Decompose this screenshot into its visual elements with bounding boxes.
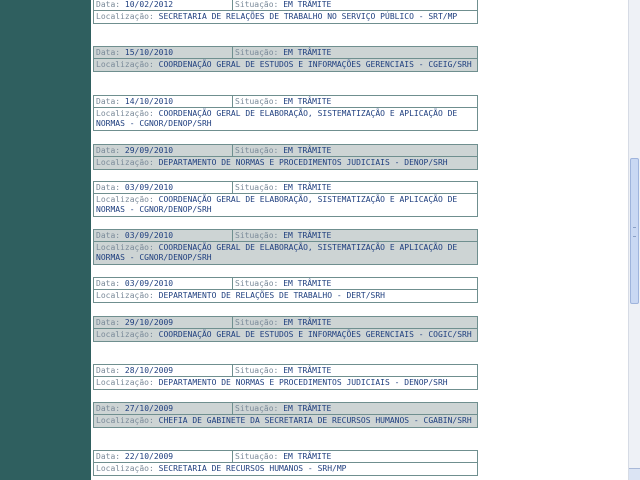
history-record (93, 0, 478, 24)
date-label: Data: (96, 146, 121, 155)
history-record (93, 181, 478, 217)
location-label: Localização: (96, 416, 154, 425)
history-record (93, 402, 478, 428)
location-value: COORDENAÇÃO GERAL DE ESTUDOS E INFORMAÇÕES GERENCIAIS - CGEIG/SRH (158, 60, 472, 69)
location-label: Localização: (96, 109, 154, 118)
history-record (93, 229, 478, 265)
date-value: 03/09/2010 (124, 231, 174, 240)
location-value: SECRETARIA DE RELAÇÕES DE TRABALHO NO SERVIÇO PÚBLICO - SRT/MP (158, 12, 458, 21)
location-value: COORDENAÇÃO GERAL DE ELABORAÇÃO, SISTEMATIZAÇÃO E APLICAÇÃO DE NORMAS - CGNOR/DENOP/SRH (96, 195, 458, 214)
date-label: Data: (96, 183, 121, 192)
situation-value: EM TRÂMITE (283, 404, 332, 413)
history-record (93, 46, 478, 72)
situation-label: Situação: (235, 366, 279, 375)
situation-value: EM TRÂMITE (283, 318, 332, 327)
date-label: Data: (96, 231, 121, 240)
date-value: 28/10/2009 (124, 366, 174, 375)
situation-value: EM TRÂMITE (283, 279, 332, 288)
date-value: 10/02/2012 (124, 0, 174, 9)
location-label: Localização: (96, 195, 154, 204)
scrollbar-thumb[interactable] (630, 158, 639, 304)
date-label: Data: (96, 0, 121, 9)
history-list (91, 0, 628, 480)
date-label: Data: (96, 404, 121, 413)
situation-label: Situação: (235, 318, 279, 327)
date-value: 03/09/2010 (124, 183, 174, 192)
location-label: Localização: (96, 60, 154, 69)
location-label: Localização: (96, 330, 154, 339)
situation-label: Situação: (235, 183, 279, 192)
scroll-down-button[interactable] (629, 468, 640, 480)
history-record (93, 95, 478, 131)
grip-icon (633, 227, 636, 237)
situation-label: Situação: (235, 404, 279, 413)
location-value: COORDENAÇÃO GERAL DE ELABORAÇÃO, SISTEMATIZAÇÃO E APLICAÇÃO DE NORMAS - CGNOR/DENOP/SRH (96, 243, 458, 262)
date-value: 29/10/2009 (124, 318, 174, 327)
date-label: Data: (96, 318, 121, 327)
vertical-scrollbar[interactable] (628, 0, 640, 480)
situation-label: Situação: (235, 279, 279, 288)
location-label: Localização: (96, 291, 154, 300)
location-label: Localização: (96, 378, 154, 387)
location-label: Localização: (96, 243, 154, 252)
situation-value: EM TRÂMITE (283, 183, 332, 192)
date-label: Data: (96, 279, 121, 288)
situation-value: EM TRÂMITE (283, 97, 332, 106)
situation-label: Situação: (235, 231, 279, 240)
date-label: Data: (96, 48, 121, 57)
date-value: 22/10/2009 (124, 452, 174, 461)
location-label: Localização: (96, 464, 154, 473)
location-value: COORDENAÇÃO GERAL DE ESTUDOS E INFORMAÇÕES GERENCIAIS - COGIC/SRH (158, 330, 472, 339)
situation-label: Situação: (235, 97, 279, 106)
history-record (93, 364, 478, 390)
situation-value: EM TRÂMITE (283, 366, 332, 375)
history-record (93, 277, 478, 303)
location-label: Localização: (96, 12, 154, 21)
situation-value: EM TRÂMITE (283, 48, 332, 57)
situation-label: Situação: (235, 146, 279, 155)
date-label: Data: (96, 97, 121, 106)
location-value: SECRETARIA DE RECURSOS HUMANOS - SRH/MP (158, 464, 347, 473)
situation-value: EM TRÂMITE (283, 231, 332, 240)
situation-label: Situação: (235, 0, 279, 9)
situation-value: EM TRÂMITE (283, 146, 332, 155)
situation-label: Situação: (235, 48, 279, 57)
date-value: 15/10/2010 (124, 48, 174, 57)
location-value: DEPARTAMENTO DE NORMAS E PROCEDIMENTOS JUDICIAIS - DENOP/SRH (158, 158, 448, 167)
history-record (93, 144, 478, 170)
location-value: DEPARTAMENTO DE NORMAS E PROCEDIMENTOS JUDICIAIS - DENOP/SRH (158, 378, 448, 387)
history-record (93, 450, 478, 476)
date-label: Data: (96, 366, 121, 375)
date-value: 27/10/2009 (124, 404, 174, 413)
situation-value: EM TRÂMITE (283, 452, 332, 461)
date-value: 03/09/2010 (124, 279, 174, 288)
history-record (93, 316, 478, 342)
location-value: DEPARTAMENTO DE RELAÇÕES DE TRABALHO - DERT/SRH (158, 291, 385, 300)
date-label: Data: (96, 452, 121, 461)
date-value: 14/10/2010 (124, 97, 174, 106)
situation-value: EM TRÂMITE (283, 0, 332, 9)
location-label: Localização: (96, 158, 154, 167)
location-value: COORDENAÇÃO GERAL DE ELABORAÇÃO, SISTEMATIZAÇÃO E APLICAÇÃO DE NORMAS - CGNOR/DENOP/SRH (96, 109, 458, 128)
situation-label: Situação: (235, 452, 279, 461)
location-value: CHEFIA DE GABINETE DA SECRETARIA DE RECURSOS HUMANOS - CGABIN/SRH (158, 416, 472, 425)
date-value: 29/09/2010 (124, 146, 174, 155)
left-sidebar-background (0, 0, 91, 480)
